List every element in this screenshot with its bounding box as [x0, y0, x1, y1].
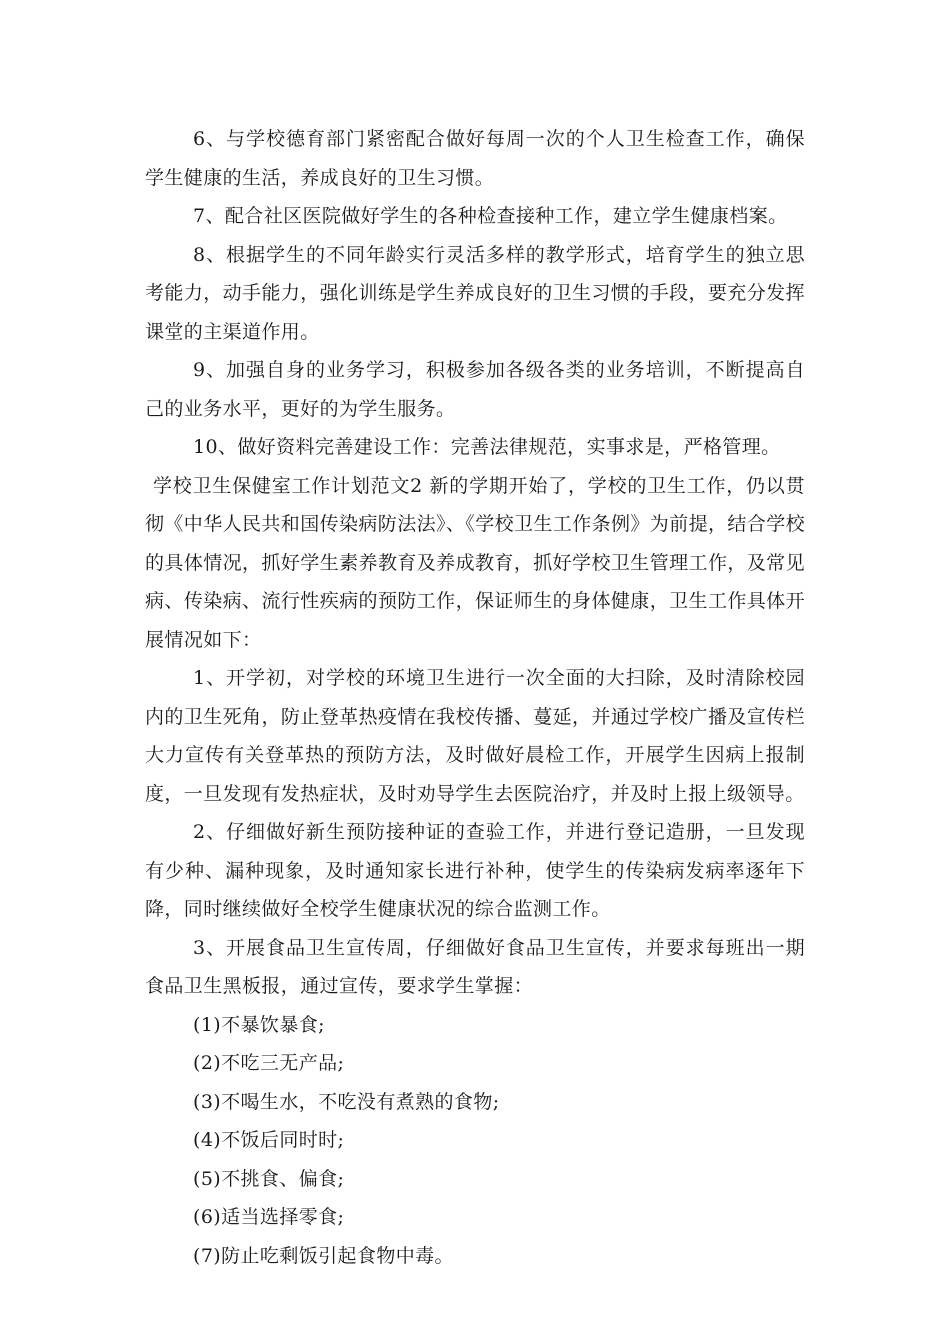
- paragraph-item-6: 6、与学校德育部门紧密配合做好每周一次的个人卫生检查工作，确保学生健康的生活，养成良好的卫生习惯。: [145, 128, 805, 189]
- list-item: (4)不饭后同时时;: [193, 1129, 345, 1151]
- paragraph-item-9: 9、加强自身的业务学习，积极参加各级各类的业务培训，不断提高自己的业务水平，更好的为学生服务。: [145, 359, 805, 420]
- section-heading: 学校卫生保健室工作计划范文2: [153, 474, 423, 497]
- list-item: (5)不挑食、偏食;: [193, 1167, 345, 1190]
- section-paragraph: [145, 467, 805, 660]
- list-item: (6)适当选择零食;: [193, 1206, 345, 1228]
- paragraph-item-2: 2、仔细做好新生预防接种证的查验工作，并进行登记造册，一旦发现有少种、漏种现象，及时通知家长进行补种，使学生的传染病发病率逐年下降，同时继续做好全校学生健康状况的综合监测工作。: [145, 821, 805, 920]
- heading-gap: [423, 475, 430, 497]
- list-item: (7)防止吃剩饭引起食物中毒。: [193, 1244, 454, 1267]
- list-item: (2)不吃三无产品;: [193, 1052, 345, 1074]
- list-item: (1)不暴饮暴食;: [193, 1013, 325, 1036]
- paragraph-item-7: 7、配合社区医院做好学生的各种检查接种工作，建立学生健康档案。: [193, 205, 788, 227]
- document-body: [145, 120, 805, 1275]
- paragraph-item-8: 8、根据学生的不同年龄实行灵活多样的教学形式，培育学生的独立思考能力，动手能力，强化训练是学生养成良好的卫生习惯的手段，要充分发挥课堂的主渠道作用。: [145, 243, 805, 343]
- paragraph-item-3: 3、开展食品卫生宣传周，仔细做好食品卫生宣传，并要求每班出一期食品卫生黑板报，通过宣传，要求学生掌握：: [145, 936, 805, 997]
- list-item: (3)不喝生水，不吃没有煮熟的食物;: [193, 1090, 500, 1113]
- section-intro: 新的学期开始了，学校的卫生工作，仍以贯彻《中华人民共和国传染病防法法》、《学校卫生工作条例》为前提，结合学校的具体情况，抓好学生素养教育及养成教育，抓好学校卫生管理工作，及常见病、传染病、流行性疾病的预防工作，保证师生的身体健康，卫生工作具体开展情况如下：: [145, 474, 806, 651]
- paragraph-item-10: 10、做好资料完善建设工作：完善法律规范，实事求是，严格管理。: [193, 436, 781, 458]
- paragraph-item-1: 1、开学初，对学校的环境卫生进行一次全面的大扫除，及时清除校园内的卫生死角，防止登革热疫情在我校传播、蔓延，并通过学校广播及宣传栏大力宣传有关登革热的预防方法，及时做好晨检工作，开展学生因病上报制度，一旦发现有发热症状，及时劝导学生去医院治疗，并及时上报上级领导。: [145, 667, 805, 805]
